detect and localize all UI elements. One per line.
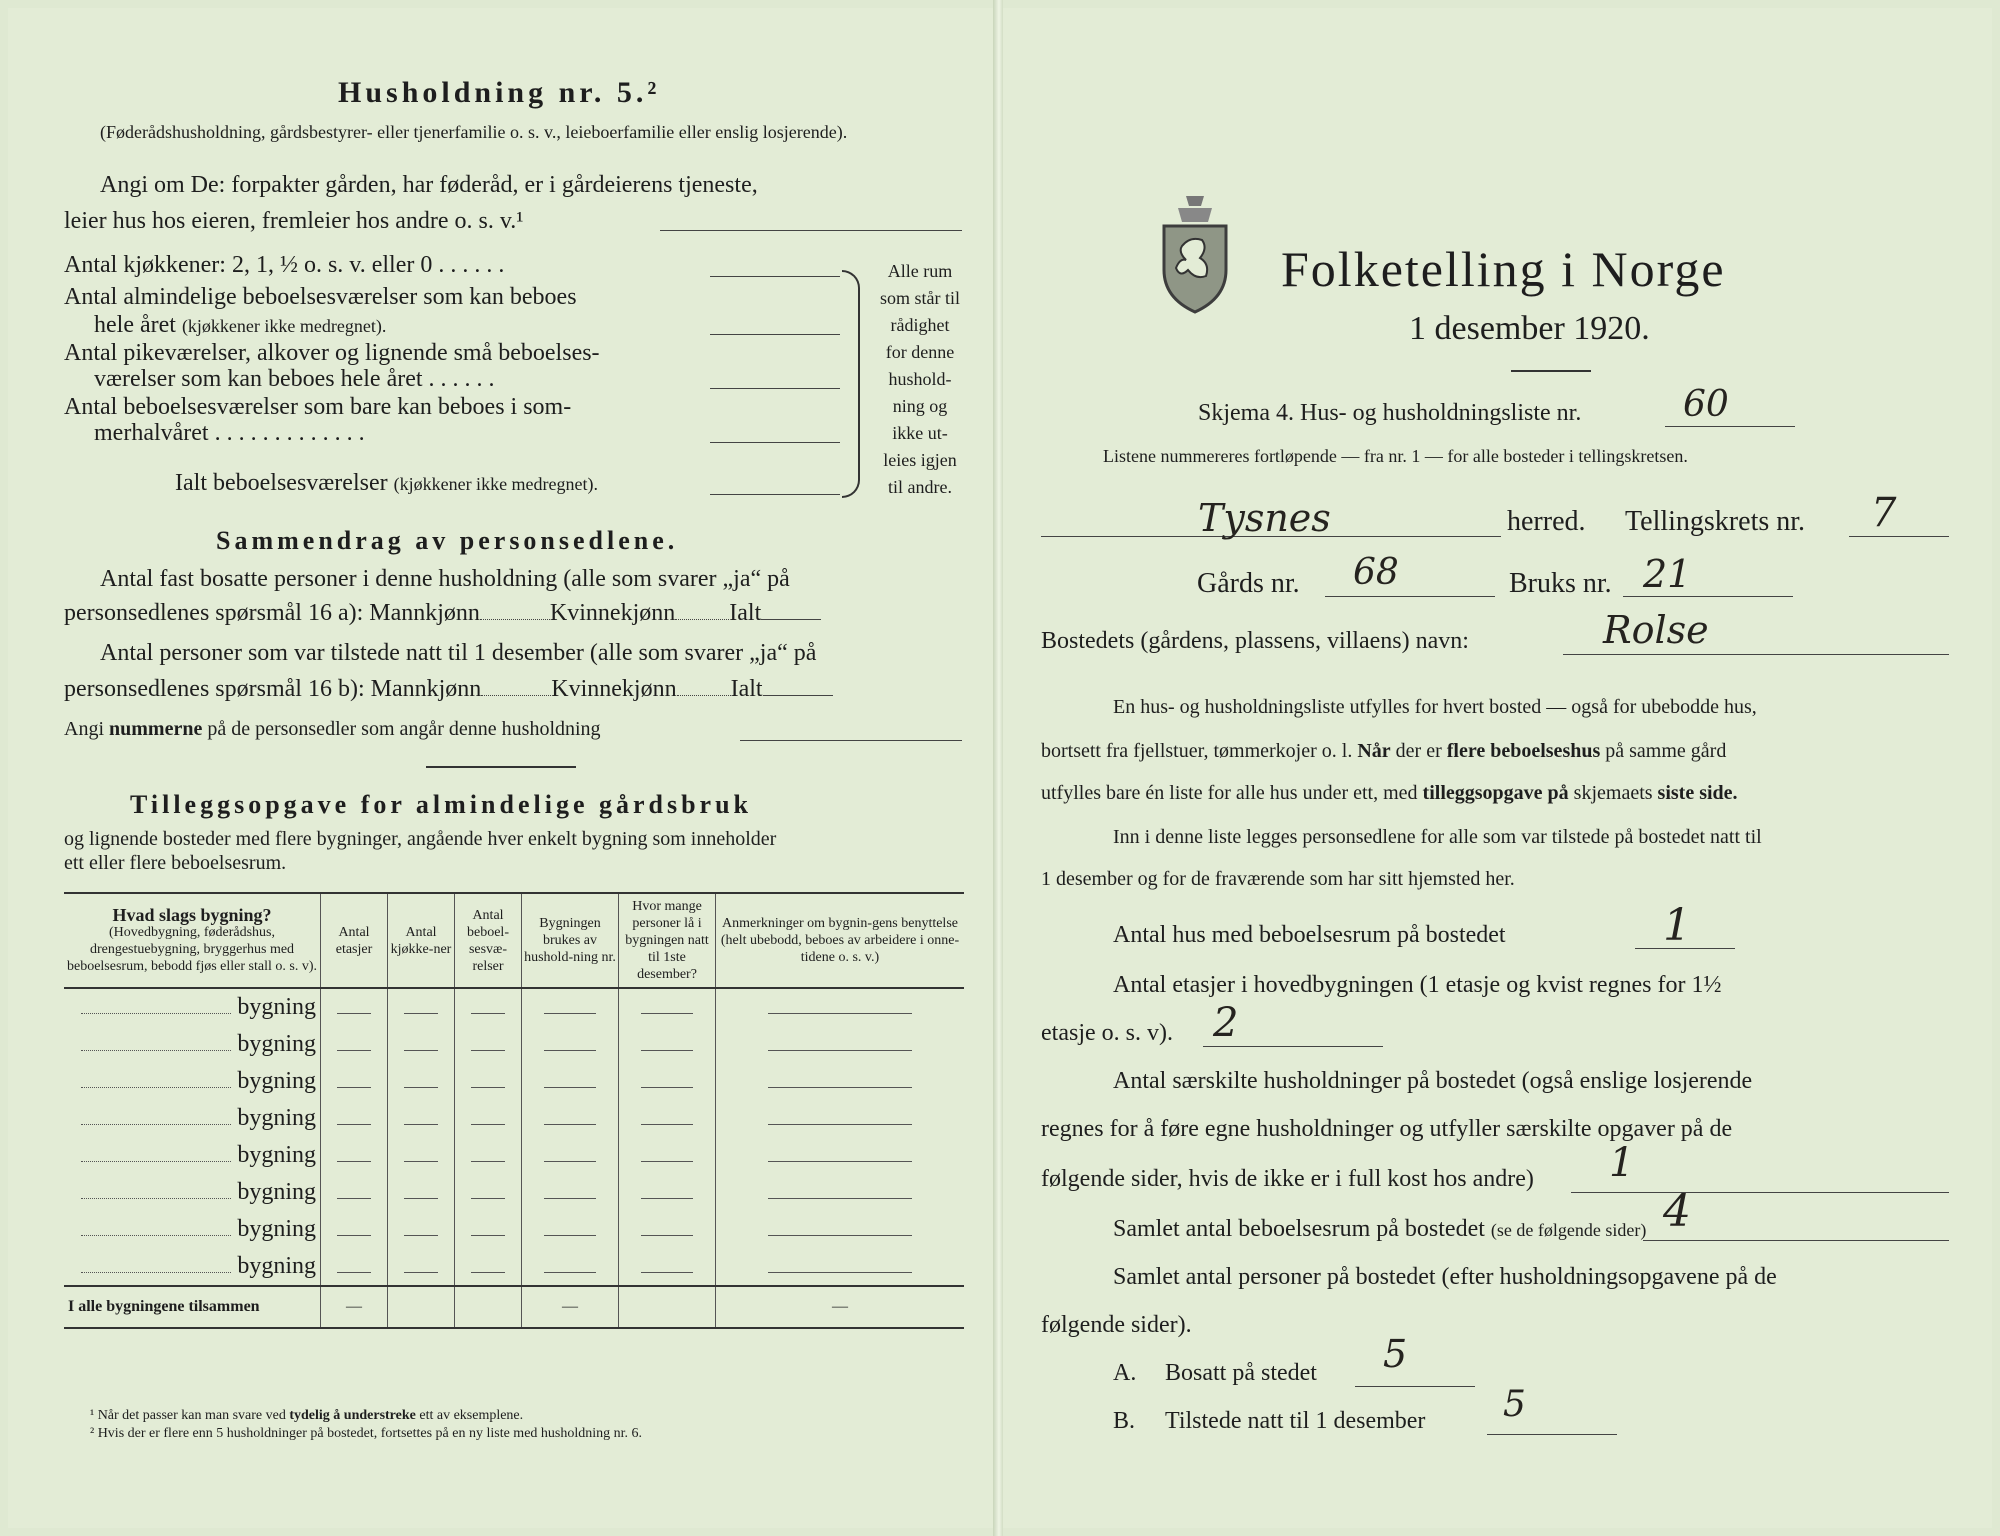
building-value-cell[interactable] xyxy=(388,1137,455,1174)
cell-line xyxy=(471,1198,506,1199)
bosted-value[interactable]: Rolse xyxy=(1603,608,1709,652)
building-value-cell[interactable] xyxy=(522,1174,619,1211)
p2-mann-field[interactable] xyxy=(481,695,551,696)
cell-line xyxy=(641,1087,694,1088)
p1-ialt-field[interactable] xyxy=(761,619,821,620)
building-row xyxy=(64,1174,964,1211)
tillegg-line-2: ett eller flere beboelsesrum. xyxy=(64,852,287,874)
samlet-pers-line-2: følgende sider). xyxy=(1041,1312,1192,1338)
footnote-1-bold: tydelig å understreke xyxy=(289,1408,416,1423)
cell-line xyxy=(471,1013,506,1014)
building-value-cell[interactable] xyxy=(619,1100,716,1137)
building-row xyxy=(64,988,964,1026)
b-text: Tilstede natt til 1 desember xyxy=(1165,1408,1426,1434)
building-type-cell[interactable] xyxy=(64,1137,321,1174)
title-divider xyxy=(1511,370,1591,372)
cell-line xyxy=(404,1161,439,1162)
summary-p2-line-2 xyxy=(64,676,833,703)
cell-line xyxy=(544,1198,597,1199)
kjokkener-answer-line[interactable] xyxy=(710,276,840,277)
p1-mann-field[interactable] xyxy=(480,619,550,620)
col-anmerkninger: Anmerkninger om bygnin-gens benyttelse (helt ubebodd, beboes av arbeidere i onne-tidene o. s. v.) xyxy=(716,893,965,988)
cell-line xyxy=(404,1235,439,1236)
building-value-cell[interactable] xyxy=(321,1174,388,1211)
sarsk-value[interactable]: 1 xyxy=(1609,1140,1635,1186)
building-type-cell[interactable] xyxy=(64,1100,321,1137)
brace-note-line: for denne xyxy=(885,342,955,362)
cell-line xyxy=(337,1198,372,1199)
brace-note-line: rådighet xyxy=(890,315,950,335)
skjema-line xyxy=(1665,426,1795,427)
brace-note-line: ning og xyxy=(892,396,948,416)
building-type-field[interactable] xyxy=(81,1013,231,1014)
rooms-alm-2 xyxy=(94,312,386,339)
angi-line-1: Angi om De: forpakter gården, har føderåd, er i gårdeierens tjeneste, xyxy=(100,172,758,198)
cell-line xyxy=(768,1161,912,1162)
cell-line xyxy=(337,1050,372,1051)
bosted-label: Bostedets (gårdens, plassens, villaens) navn: xyxy=(1041,628,1469,654)
building-type-field[interactable] xyxy=(81,1272,231,1273)
rooms-ialt-text: Ialt beboelsesværelser xyxy=(175,470,388,496)
alm-answer-line[interactable] xyxy=(710,334,840,335)
a-label: A. xyxy=(1113,1360,1137,1386)
building-value-cell[interactable] xyxy=(321,1211,388,1248)
bruks-label: Bruks nr. xyxy=(1509,568,1612,599)
sarsk-line-1: Antal særskilte husholdninger på bostedet (også enslige losjerende xyxy=(1113,1068,1753,1094)
total-cell[interactable]: — xyxy=(716,1286,965,1328)
norway-coat-of-arms-icon xyxy=(1156,190,1234,314)
instruction-2-bold-2: flere beboelseshus xyxy=(1446,740,1601,762)
building-value-cell[interactable] xyxy=(321,1063,388,1100)
angi-line-2: leier hus hos eieren, fremleier hos andre o. s. v.¹ xyxy=(64,208,524,234)
rooms-sommer-2: merhalvåret . . . . . . . . . . . . . xyxy=(94,420,365,446)
a-text: Bosatt på stedet xyxy=(1165,1360,1317,1386)
brace-note-line: leies igjen xyxy=(883,450,957,470)
cell-line xyxy=(768,1087,912,1088)
building-value-cell[interactable] xyxy=(716,1063,965,1100)
rooms-pike-2: værelser som kan beboes hele året . . . . . . xyxy=(94,366,495,392)
cell-line xyxy=(471,1235,506,1236)
cell-line xyxy=(544,1087,597,1088)
cell-line xyxy=(337,1013,372,1014)
building-value-cell[interactable] xyxy=(455,1063,522,1100)
summary-p1-mann-label: personsedlenes spørsmål 16 a): Mannkjønn xyxy=(64,600,480,626)
building-value-cell[interactable] xyxy=(455,1211,522,1248)
building-value-cell[interactable] xyxy=(716,1174,965,1211)
footnote-1-prefix: ¹ Når det passer kan man svare ved xyxy=(90,1408,290,1423)
rooms-alm-2-note: (kjøkkener ikke medregnet). xyxy=(181,316,387,336)
cell-line xyxy=(337,1161,372,1162)
sarsk-line-2: regnes for å føre egne husholdninger og utfyller særskilte opgaver på de xyxy=(1041,1116,1733,1142)
building-value-cell[interactable] xyxy=(388,1174,455,1211)
household-title: Husholdning nr. 5.² xyxy=(338,76,661,109)
instruction-3 xyxy=(1041,782,1738,805)
tillegg-line-1: og lignende bosteder med flere bygninger, angående hver enkelt bygning som inneholder xyxy=(64,828,777,850)
building-row xyxy=(64,1211,964,1248)
cell-line xyxy=(337,1087,372,1088)
herred-label: herred. xyxy=(1507,506,1586,537)
summary-p2-mann-label: personsedlenes spørsmål 16 b): Mannkjønn xyxy=(64,676,482,702)
p1-ialt-label: Ialt xyxy=(729,600,762,626)
cell-line xyxy=(544,1235,597,1236)
cell-line xyxy=(768,1198,912,1199)
building-row-label: bygning xyxy=(237,1031,316,1057)
instruction-3-bold-2: siste side. xyxy=(1657,782,1738,804)
building-value-cell[interactable] xyxy=(388,1211,455,1248)
instruction-4: Inn i denne liste legges personsedlene for alle som var tilstede på bostedet natt til xyxy=(1113,826,1762,848)
building-row xyxy=(64,1100,964,1137)
cell-line xyxy=(471,1161,506,1162)
rooms-ialt-note: (kjøkkener ikke medregnet). xyxy=(393,474,599,494)
instruction-2-prefix: bortsett fra fjellstuer, tømmerkojer o. l. xyxy=(1041,740,1358,762)
building-value-cell[interactable] xyxy=(619,1063,716,1100)
building-type-field[interactable] xyxy=(81,1235,231,1236)
cell-line xyxy=(768,1272,912,1273)
brace-note-line: som står til xyxy=(880,288,960,308)
tellingskrets-value[interactable]: 7 xyxy=(1871,490,1897,536)
building-value-cell[interactable] xyxy=(522,1100,619,1137)
summary-angi-prefix: Angi xyxy=(64,718,109,740)
building-row-label: bygning xyxy=(237,1068,316,1094)
gards-label: Gårds nr. xyxy=(1197,568,1300,599)
cell-line xyxy=(471,1050,506,1051)
tillegg-title: Tilleggsopgave for almindelige gårdsbruk xyxy=(130,790,753,819)
building-value-cell[interactable] xyxy=(716,1137,965,1174)
samlet-rum-line xyxy=(1643,1240,1949,1241)
etasjer-line-1: Antal etasjer i hovedbygningen (1 etasje og kvist regnes for 1½ xyxy=(1113,972,1722,998)
cell-line xyxy=(404,1087,439,1088)
cell-line xyxy=(544,1124,597,1125)
col-etasjer: Antal etasjer xyxy=(321,893,388,988)
col-personer: Hvor mange personer lå i bygningen natt til 1ste desember? xyxy=(619,893,716,988)
rooms-sommer-1: Antal beboelsesværelser som bare kan beboes i som- xyxy=(64,394,572,420)
building-row-label: bygning xyxy=(237,1179,316,1205)
total-cell[interactable]: — xyxy=(321,1286,388,1328)
listene-note: Listene nummereres fortløpende — fra nr. 1 — for alle bosteder i tellingskretsen. xyxy=(1103,446,1688,466)
p1-kvinne-label: Kvinnekjønn xyxy=(549,600,676,626)
left-page xyxy=(0,0,993,1536)
cell-line xyxy=(641,1013,694,1014)
building-type-field[interactable] xyxy=(81,1124,231,1125)
col-kjokkener: Antal kjøkke-ner xyxy=(388,893,455,988)
tellingskrets-line xyxy=(1849,536,1949,537)
instruction-2-suffix: på samme gård xyxy=(1600,740,1727,762)
skjema-number[interactable]: 60 xyxy=(1683,384,1729,425)
building-value-cell[interactable] xyxy=(455,1248,522,1286)
cell-line xyxy=(471,1087,506,1088)
total-cell[interactable] xyxy=(388,1286,455,1328)
summary-p1-line-2 xyxy=(64,600,821,627)
bosted-line xyxy=(1563,654,1949,655)
instruction-5: 1 desember og for de fraværende som har sitt hjemsted her. xyxy=(1041,868,1515,890)
sommer-answer-line[interactable] xyxy=(710,442,840,443)
instruction-2-mid: der er xyxy=(1390,740,1447,762)
p2-ialt-label: Ialt xyxy=(730,676,763,702)
building-value-cell[interactable] xyxy=(716,1248,965,1286)
bruks-value[interactable]: 21 xyxy=(1643,552,1692,596)
rooms-ialt xyxy=(175,470,598,497)
building-value-cell[interactable] xyxy=(716,1026,965,1063)
p2-kvinne-field[interactable] xyxy=(677,695,731,696)
building-value-cell[interactable] xyxy=(455,1174,522,1211)
cell-line xyxy=(404,1050,439,1051)
sarsk-line-3: følgende sider, hvis de ikke er i full kost hos andre) xyxy=(1041,1166,1534,1192)
cell-line xyxy=(641,1235,694,1236)
p2-ialt-field[interactable] xyxy=(763,695,833,696)
building-value-cell[interactable] xyxy=(619,1174,716,1211)
building-value-cell[interactable] xyxy=(321,1248,388,1286)
building-row-label: bygning xyxy=(237,1216,316,1242)
rooms-brace xyxy=(842,270,860,498)
cell-line xyxy=(337,1124,372,1125)
cell-line xyxy=(404,1272,439,1273)
samlet-rum xyxy=(1113,1216,1646,1243)
right-page xyxy=(1003,0,2000,1536)
building-value-cell[interactable] xyxy=(619,1026,716,1063)
cell-line xyxy=(471,1124,506,1125)
rooms-pike-1: Antal pikeværelser, alkover og lignende små beboelses- xyxy=(64,340,600,366)
total-label: I alle bygningene tilsammen xyxy=(64,1286,321,1328)
building-value-cell[interactable] xyxy=(455,1026,522,1063)
cell-line xyxy=(544,1013,597,1014)
building-row-label: bygning xyxy=(237,1105,316,1131)
buildings-total-row xyxy=(64,1286,964,1328)
bruks-line xyxy=(1623,596,1793,597)
etasjer-value[interactable]: 2 xyxy=(1213,1000,1239,1046)
brace-note xyxy=(864,258,976,501)
summary-angi-suffix: på de personsedler som angår denne husholdning xyxy=(202,718,601,740)
cell-line xyxy=(471,1272,506,1273)
rooms-alm-2-text: hele året xyxy=(94,312,176,338)
hus-value[interactable]: 1 xyxy=(1663,900,1691,951)
page-fold xyxy=(993,0,1003,1536)
building-row-label: bygning xyxy=(237,994,316,1020)
cell-line xyxy=(404,1198,439,1199)
instruction-2 xyxy=(1041,740,1726,763)
etasjer-answer-line xyxy=(1203,1046,1383,1047)
building-type-cell[interactable] xyxy=(64,1248,321,1286)
building-value-cell[interactable] xyxy=(388,1248,455,1286)
angi-answer-line[interactable] xyxy=(660,230,962,231)
summary-p2-line-1: Antal personer som var tilstede natt til 1 desember (alle som svarer „ja“ på xyxy=(100,640,817,666)
total-cell[interactable] xyxy=(619,1286,716,1328)
rooms-kjokkener: Antal kjøkkener: 2, 1, ½ o. s. v. eller 0 . . . . . . xyxy=(64,252,505,278)
building-value-cell[interactable] xyxy=(522,988,619,1026)
cell-line xyxy=(641,1050,694,1051)
col-building-type xyxy=(64,893,321,988)
building-type-field[interactable] xyxy=(81,1050,231,1051)
instruction-3-mid: skjemaets xyxy=(1568,782,1658,804)
building-row xyxy=(64,1063,964,1100)
footnote-1-suffix: ett av eksemplene. xyxy=(415,1408,524,1423)
footnote-1 xyxy=(90,1408,523,1424)
cell-line xyxy=(404,1013,439,1014)
b-line xyxy=(1487,1434,1617,1435)
building-type-field[interactable] xyxy=(81,1161,231,1162)
samlet-rum-note: (se de følgende sider) xyxy=(1490,1220,1647,1240)
pike-answer-line[interactable] xyxy=(710,388,840,389)
building-value-cell[interactable] xyxy=(619,1211,716,1248)
buildings-header-row xyxy=(64,893,964,988)
building-type-cell[interactable] xyxy=(64,988,321,1026)
building-value-cell[interactable] xyxy=(716,988,965,1026)
building-value-cell[interactable] xyxy=(321,1137,388,1174)
b-label: B. xyxy=(1113,1408,1136,1434)
building-value-cell[interactable] xyxy=(522,1248,619,1286)
building-row-label: bygning xyxy=(237,1142,316,1168)
building-type-cell[interactable] xyxy=(64,1211,321,1248)
rooms-alm-1: Antal almindelige beboelsesværelser som kan beboes xyxy=(64,284,577,310)
summary-title: Sammendrag av personsedlene. xyxy=(216,526,679,555)
building-value-cell[interactable] xyxy=(455,1137,522,1174)
col-husholdning: Bygningen brukes av hushold-ning nr. xyxy=(522,893,619,988)
summary-angi xyxy=(64,718,601,741)
total-cell[interactable]: — xyxy=(522,1286,619,1328)
building-type-cell[interactable] xyxy=(64,1063,321,1100)
instruction-3-bold-1: tilleggsopgave på xyxy=(1422,782,1569,804)
cell-line xyxy=(768,1235,912,1236)
building-value-cell[interactable] xyxy=(455,988,522,1026)
cell-line xyxy=(641,1161,694,1162)
skjema-label: Skjema 4. Hus- og husholdningsliste nr. xyxy=(1198,400,1582,426)
cell-line xyxy=(404,1124,439,1125)
building-value-cell[interactable] xyxy=(321,988,388,1026)
cell-line xyxy=(641,1124,694,1125)
cell-line xyxy=(544,1161,597,1162)
census-title: Folketelling i Norge xyxy=(1281,241,1726,297)
sarsk-answer-line xyxy=(1571,1192,1949,1193)
building-value-cell[interactable] xyxy=(619,1248,716,1286)
building-value-cell[interactable] xyxy=(388,1100,455,1137)
instruction-2-bold-1: Når xyxy=(1357,740,1391,762)
building-value-cell[interactable] xyxy=(388,1026,455,1063)
b-value[interactable]: 5 xyxy=(1503,1384,1526,1425)
buildings-table xyxy=(64,892,964,1329)
cell-line xyxy=(641,1198,694,1199)
building-value-cell[interactable] xyxy=(522,1137,619,1174)
building-value-cell[interactable] xyxy=(388,1063,455,1100)
cell-line xyxy=(544,1050,597,1051)
building-row xyxy=(64,1248,964,1286)
building-type-field[interactable] xyxy=(81,1087,231,1088)
etasjer-line-2: etasje o. s. v). xyxy=(1041,1020,1173,1046)
cell-line xyxy=(768,1013,912,1014)
p1-kvinne-field[interactable] xyxy=(675,619,729,620)
brace-note-line: hushold- xyxy=(888,369,952,389)
cell-line xyxy=(768,1050,912,1051)
cell-line xyxy=(641,1272,694,1273)
census-date: 1 desember 1920. xyxy=(1409,310,1650,347)
instruction-1: En hus- og husholdningsliste utfylles for hvert bosted — også for ubebodde hus, xyxy=(1113,696,1757,718)
household-subtitle: (Føderådshusholdning, gårdsbestyrer- eller tjenerfamilie o. s. v., leieboerfamilie eller enslig losjerende). xyxy=(100,122,848,142)
ialt-answer-line[interactable] xyxy=(710,494,840,495)
cell-line xyxy=(544,1272,597,1273)
col-beboelsesvaerelser: Antal beboel-sesvæ-relser xyxy=(455,893,522,988)
a-line xyxy=(1355,1386,1475,1387)
building-value-cell[interactable] xyxy=(388,988,455,1026)
building-value-cell[interactable] xyxy=(321,1100,388,1137)
building-value-cell[interactable] xyxy=(522,1026,619,1063)
building-value-cell[interactable] xyxy=(522,1211,619,1248)
tellingskrets-label: Tellingskrets nr. xyxy=(1625,506,1806,537)
summary-p1-line-1: Antal fast bosatte personer i denne husholdning (alle som svarer „ja“ på xyxy=(100,566,790,592)
building-value-cell[interactable] xyxy=(321,1026,388,1063)
building-row xyxy=(64,1137,964,1174)
building-row xyxy=(64,1026,964,1063)
building-type-cell[interactable] xyxy=(64,1026,321,1063)
instruction-3-prefix: utfylles bare én liste for alle hus under ett, med xyxy=(1041,782,1423,804)
building-type-field[interactable] xyxy=(81,1198,231,1199)
samlet-pers-line-1: Samlet antal personer på bostedet (efter husholdningsopgavene på de xyxy=(1113,1264,1777,1290)
brace-note-line: Alle rum xyxy=(887,261,953,281)
hus-label: Antal hus med beboelsesrum på bostedet xyxy=(1113,922,1506,948)
a-value[interactable]: 5 xyxy=(1383,1332,1408,1376)
section-divider xyxy=(426,766,576,768)
summary-angi-bold: nummerne xyxy=(109,718,203,740)
building-value-cell[interactable] xyxy=(455,1100,522,1137)
brace-note-line: til andre. xyxy=(888,477,952,497)
cell-line xyxy=(337,1235,372,1236)
total-cell[interactable] xyxy=(455,1286,522,1328)
building-row-label: bygning xyxy=(237,1253,316,1279)
building-value-cell[interactable] xyxy=(619,1137,716,1174)
gards-line xyxy=(1325,596,1495,597)
samlet-rum-value[interactable]: 4 xyxy=(1663,1186,1691,1237)
col-building-type-note: (Hovedbygning, føderådshus, drengestuebygning, bryggerhus med beboelsesrum, bebodd fjøs eller stall o. s. v). xyxy=(66,924,317,974)
building-type-cell[interactable] xyxy=(64,1174,321,1211)
col-building-type-title: Hvad slags bygning? xyxy=(112,904,272,925)
cell-line xyxy=(337,1272,372,1273)
building-value-cell[interactable] xyxy=(716,1211,965,1248)
brace-note-line: ikke ut- xyxy=(892,423,948,443)
building-value-cell[interactable] xyxy=(716,1100,965,1137)
herred-value[interactable]: Tysnes xyxy=(1198,496,1331,540)
cell-line xyxy=(768,1124,912,1125)
angi-numbers-line[interactable] xyxy=(740,740,962,741)
building-value-cell[interactable] xyxy=(522,1063,619,1100)
samlet-rum-label: Samlet antal beboelsesrum på bostedet xyxy=(1113,1216,1485,1242)
building-value-cell[interactable] xyxy=(619,988,716,1026)
gards-value[interactable]: 68 xyxy=(1353,552,1399,593)
footnote-2: ² Hvis der er flere enn 5 husholdninger på bostedet, fortsettes på en ny liste med husholdning nr. 6. xyxy=(90,1426,643,1441)
p2-kvinne-label: Kvinnekjønn xyxy=(551,676,677,702)
